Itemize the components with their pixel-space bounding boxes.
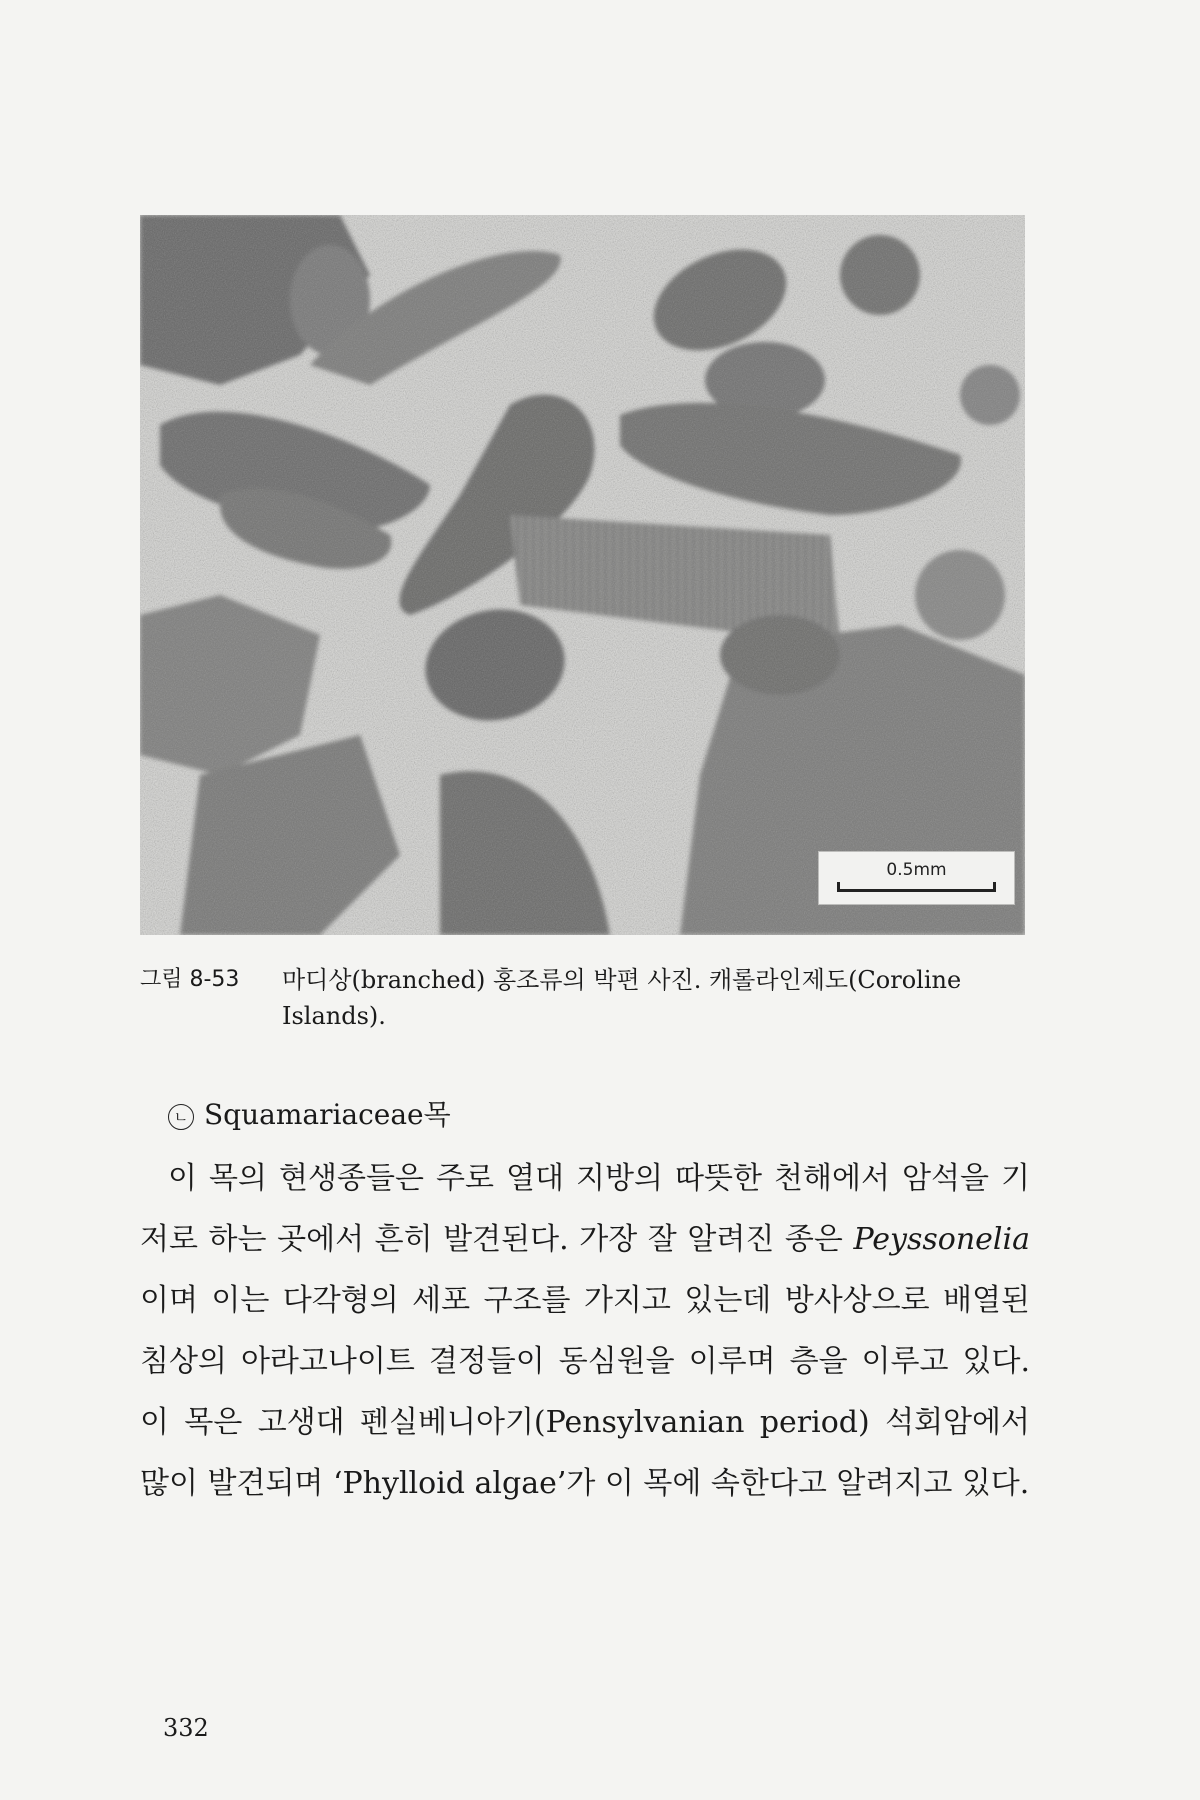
subheading-text: Squamariaceae목 (204, 1098, 451, 1131)
figure-caption-text: 마디상(branched) 홍조류의 박편 사진. 캐롤라인제도(Coroline Islands). (282, 966, 962, 1030)
thin-section-photograph (140, 215, 1025, 935)
section-subheading (168, 1093, 451, 1133)
scale-bar-line (837, 889, 996, 892)
figure-caption (140, 962, 1030, 1034)
body-text-part2: 이며 이는 다각형의 세포 구조를 가지고 있는데 방사상으로 배열된 침상의 아라고나이트 결정들이 동심원을 이루며 층을 이루고 있다. 이 목은 고생대 펜실베니아기(Pensylvanian period) 석회암에서 많이 발견되며 ‘Phylloid algae’가 이 목에 속한다고 알려지고 있다. (140, 1283, 1030, 1501)
list-marker-icon: ㄴ (168, 1104, 194, 1130)
page-number: 332 (163, 1714, 209, 1742)
algae-micrograph (140, 215, 1025, 935)
figure-number: 그림 8-53 (140, 967, 240, 992)
genus-name: Peyssonelia (853, 1222, 1030, 1257)
scale-bar-label: 0.5mm (886, 860, 947, 880)
body-text-part1: 이 목의 현생종들은 주로 열대 지방의 따뜻한 천해에서 암석을 기저로 하는 곳에서 흔히 발견된다. 가장 잘 알려진 종은 (140, 1161, 1030, 1257)
scale-bar (818, 851, 1015, 905)
body-paragraph (140, 1148, 1030, 1514)
